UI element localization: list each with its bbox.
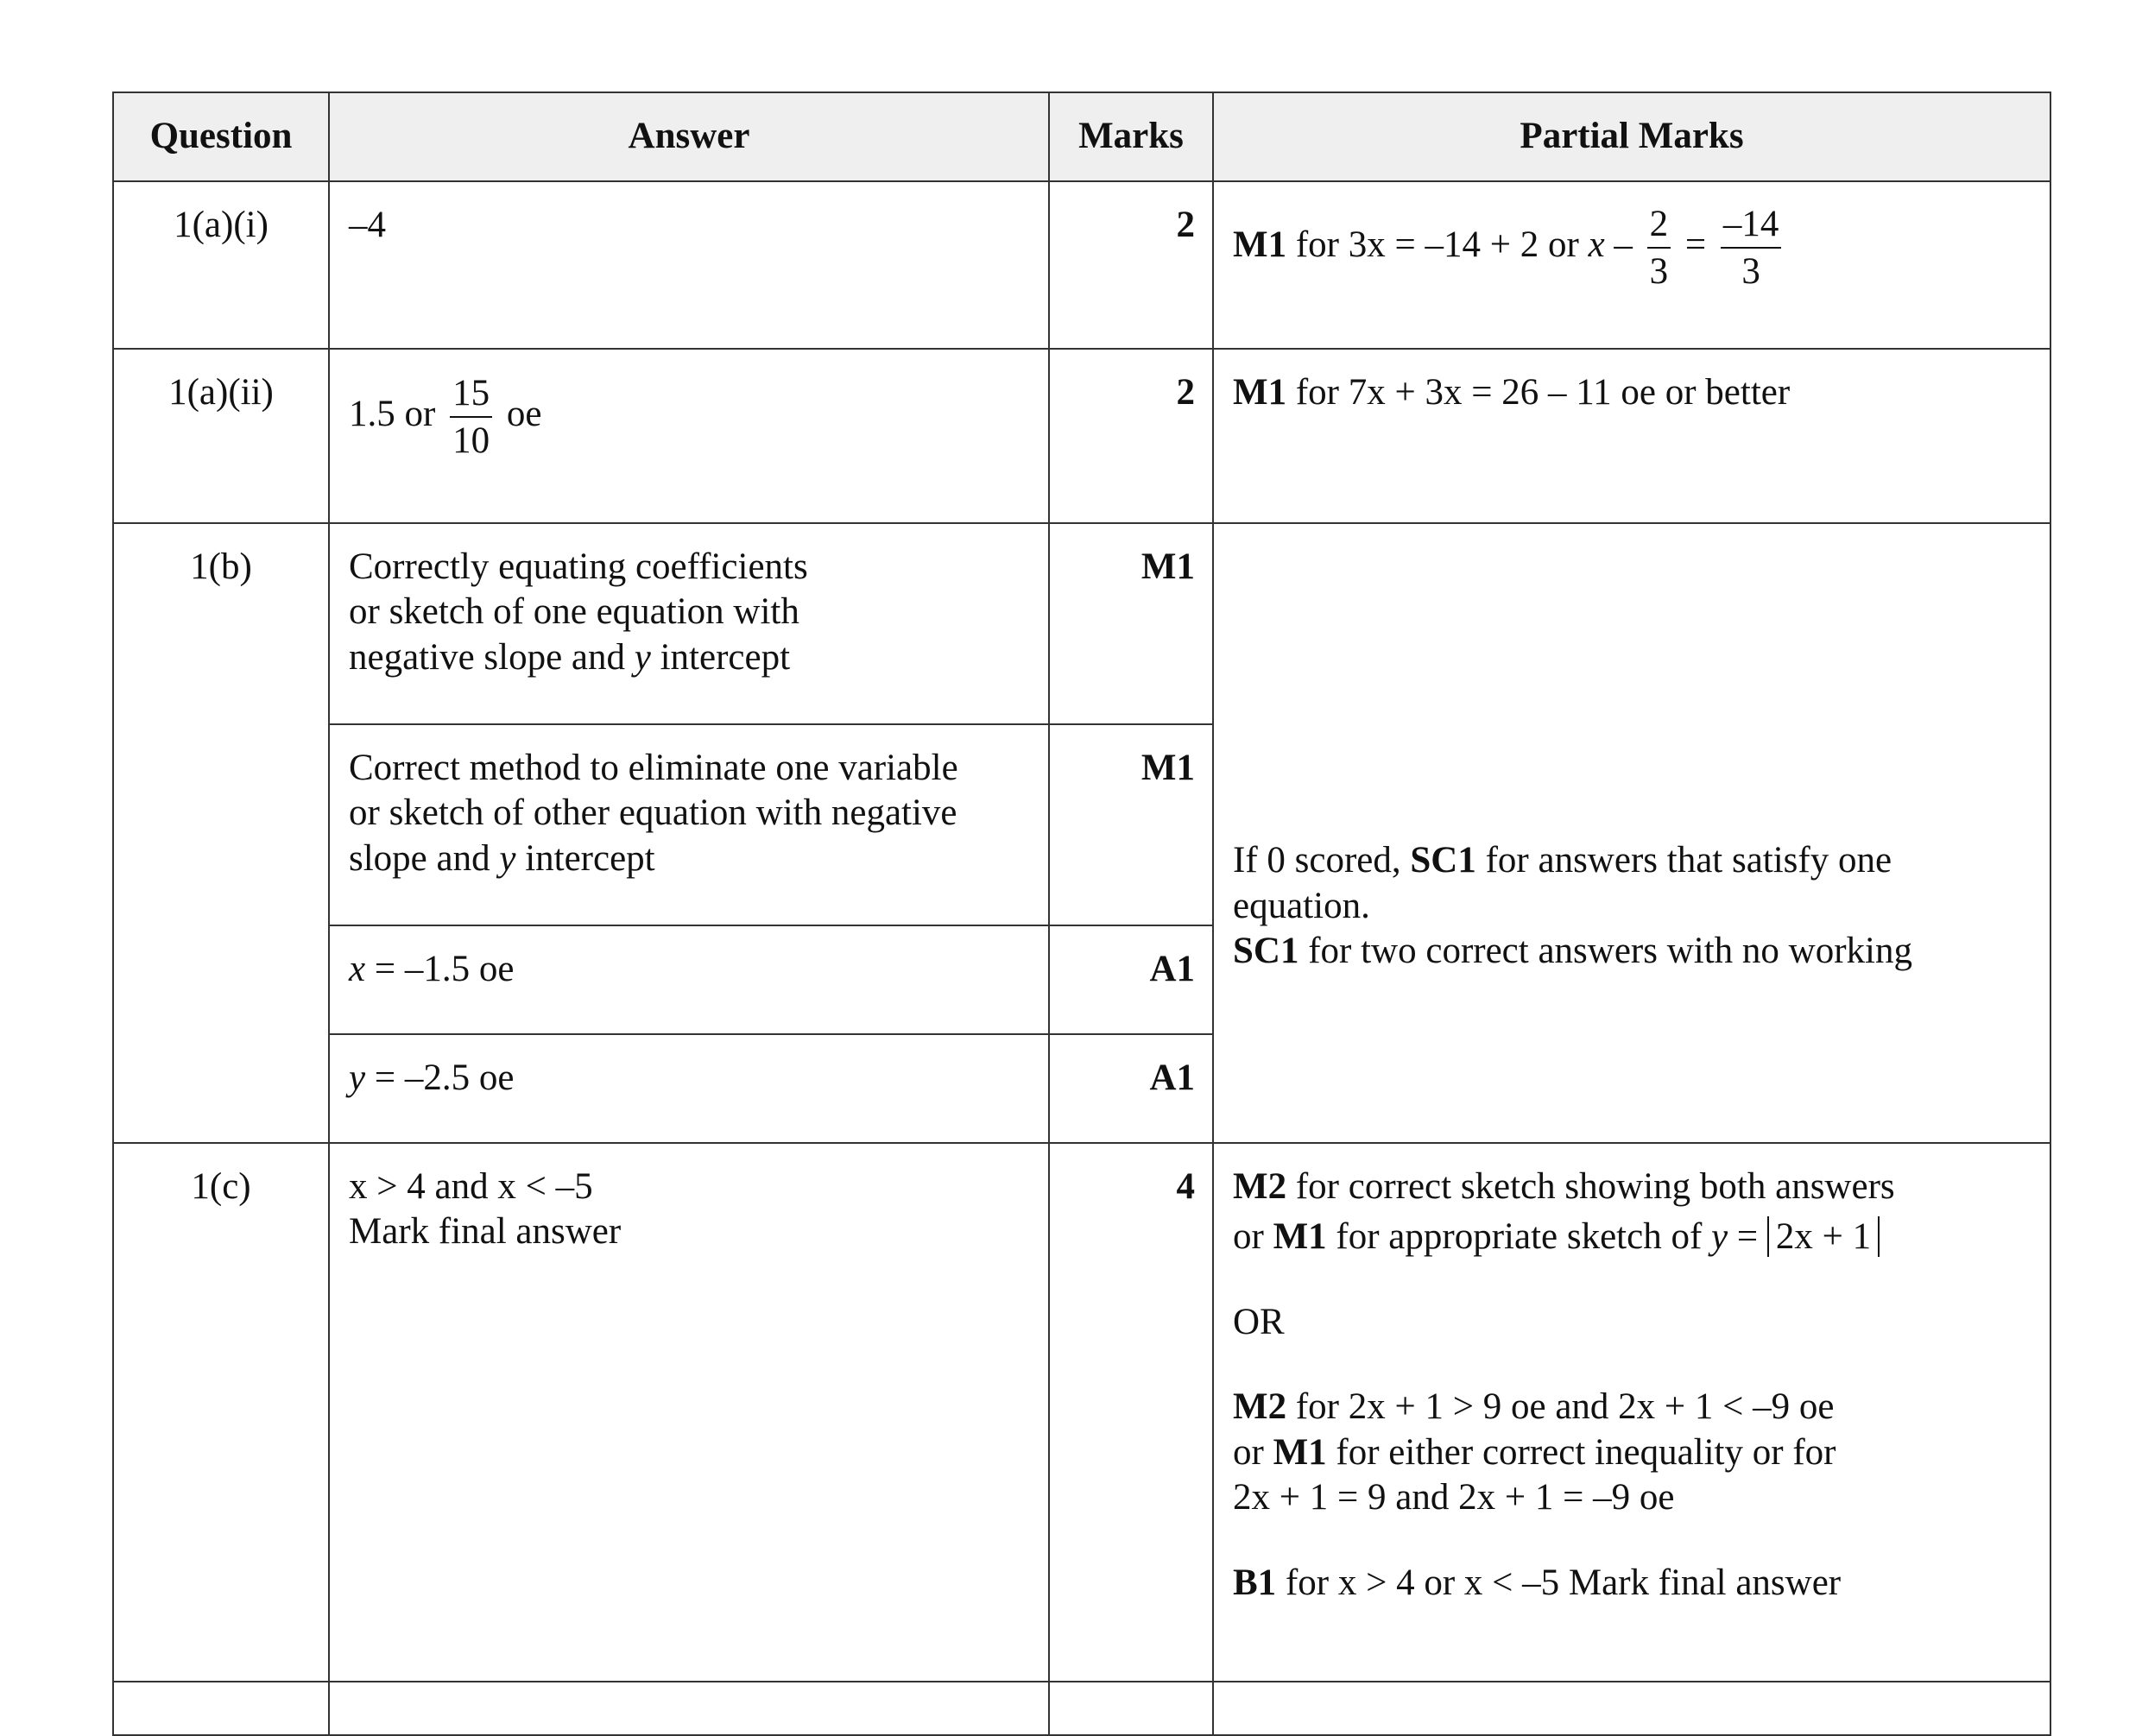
partial-text: for x > 4 or x < –5 Mark final answer	[1276, 1562, 1842, 1603]
partial-text: for answers that satisfy one	[1475, 840, 1892, 881]
spacer	[1233, 1345, 2032, 1385]
mark-code: SC1	[1410, 840, 1476, 881]
question-cell: 1(a)(i)	[113, 181, 329, 349]
partial-marks-cell	[1213, 349, 2050, 523]
partial-text: for 3x = –14 + 2 or	[1286, 224, 1589, 266]
operator: –	[1604, 224, 1642, 266]
spacer	[1233, 1521, 2032, 1561]
question-cell: 1(b)	[113, 523, 329, 1143]
answer-line: Correct method to eliminate one variable	[349, 748, 958, 788]
partial-line: OR	[1233, 1301, 1285, 1342]
spacer	[1233, 1260, 2032, 1300]
variable: y	[499, 837, 516, 879]
operator: =	[1676, 224, 1715, 266]
table-row-1c	[113, 1143, 2050, 1682]
variable: y	[1711, 1216, 1728, 1258]
partial-line	[1233, 1385, 2032, 1430]
answer-cell: –4	[329, 181, 1049, 349]
partial-line: 2x + 1 = 9 and 2x + 1 = –9 oe	[1233, 1477, 1675, 1518]
table-row-continued	[113, 1682, 2050, 1735]
fraction-numerator: –14	[1721, 205, 1782, 249]
mark-code: M2	[1233, 1386, 1287, 1428]
question-cell	[113, 1682, 329, 1735]
answer-line: or sketch of other equation with negative	[349, 792, 957, 834]
header-partial-marks: Partial Marks	[1213, 92, 2050, 181]
answer-text: = –1.5 oe	[365, 949, 515, 989]
answer-text: intercept	[515, 837, 655, 879]
answer-line	[349, 635, 1031, 680]
marks-cell: A1	[1049, 1034, 1213, 1143]
mark-scheme-table	[112, 92, 2051, 1736]
answer-cell	[329, 523, 1049, 724]
partial-line	[1233, 1165, 2032, 1209]
mark-scheme-page	[112, 92, 2050, 1603]
mark-code: M2	[1233, 1166, 1287, 1207]
partial-text: or	[1233, 1431, 1273, 1473]
answer-text: slope and	[349, 837, 500, 879]
answer-cell	[329, 1143, 1049, 1682]
operator: =	[1728, 1216, 1767, 1258]
fraction-denominator: 3	[1649, 251, 1669, 293]
partial-line: equation.	[1233, 885, 1370, 926]
mark-code: SC1	[1233, 931, 1299, 972]
answer-cell	[329, 925, 1049, 1034]
partial-marks-cell	[1213, 523, 2050, 1143]
mark-code: B1	[1233, 1562, 1277, 1603]
header-row	[113, 92, 2050, 181]
fraction-denominator: 10	[452, 420, 490, 462]
table-row-1ai	[113, 181, 2050, 349]
variable: y	[349, 1057, 366, 1098]
question-cell: 1(c)	[113, 1143, 329, 1682]
fraction	[450, 374, 492, 460]
answer-line	[349, 836, 1031, 881]
answer-text: intercept	[650, 636, 791, 678]
variable: x	[349, 949, 366, 989]
variable: y	[634, 636, 651, 678]
answer-text: oe	[497, 394, 542, 435]
partial-line	[1233, 929, 2032, 974]
partial-text: for 2x + 1 > 9 oe and 2x + 1 < –9 oe	[1286, 1386, 1835, 1428]
partial-text: for either correct inequality or for	[1326, 1431, 1836, 1473]
answer-cell	[329, 724, 1049, 925]
marks-cell: A1	[1049, 925, 1213, 1034]
marks-cell	[1049, 1682, 1213, 1735]
mark-code: M1	[1273, 1216, 1327, 1258]
partial-text: for appropriate sketch of	[1326, 1216, 1712, 1258]
partial-marks-cell	[1213, 1682, 2050, 1735]
marks-cell: M1	[1049, 523, 1213, 724]
marks-cell: 2	[1049, 181, 1213, 349]
partial-line	[1233, 1430, 2032, 1475]
partial-text: for two correct answers with no working	[1298, 931, 1912, 972]
marks-cell: M1	[1049, 724, 1213, 925]
partial-marks-cell	[1213, 1143, 2050, 1682]
variable: x	[1588, 224, 1605, 266]
header-answer: Answer	[329, 92, 1049, 181]
answer-text: negative slope and	[349, 636, 635, 678]
fraction	[1721, 205, 1782, 291]
fraction-numerator: 15	[450, 374, 492, 418]
partial-line	[1233, 838, 2032, 883]
fraction-numerator: 2	[1647, 205, 1671, 249]
partial-text: If 0 scored,	[1233, 840, 1411, 881]
answer-line: Correctly equating coefficients	[349, 546, 808, 587]
answer-cell	[329, 349, 1049, 523]
marks-cell: 2	[1049, 349, 1213, 523]
mark-code: M1	[1273, 1431, 1327, 1473]
header-question: Question	[113, 92, 329, 181]
partial-line	[1233, 1215, 2032, 1259]
partial-text: or	[1233, 1216, 1273, 1258]
header-marks: Marks	[1049, 92, 1213, 181]
mark-code: M1	[1233, 224, 1287, 266]
partial-line	[1233, 1561, 2032, 1606]
answer-text: 1.5 or	[349, 394, 445, 435]
answer-text: = –2.5 oe	[365, 1057, 515, 1098]
answer-line: x > 4 and x < –5	[349, 1166, 593, 1207]
answer-line: Mark final answer	[349, 1211, 622, 1253]
table-row-1aii	[113, 349, 2050, 523]
mark-code: M1	[1233, 372, 1287, 413]
partial-text: for correct sketch showing both answers	[1286, 1166, 1895, 1207]
question-cell: 1(a)(ii)	[113, 349, 329, 523]
answer-cell	[329, 1682, 1049, 1735]
fraction	[1647, 205, 1671, 291]
partial-marks-cell	[1213, 181, 2050, 349]
answer-line: or sketch of one equation with	[349, 591, 799, 633]
fraction-denominator: 3	[1741, 251, 1760, 293]
table-row-1b-1	[113, 523, 2050, 724]
partial-text: for 7x + 3x = 26 – 11 oe or better	[1286, 372, 1791, 413]
absolute-value: 2x + 1	[1767, 1216, 1880, 1257]
marks-cell: 4	[1049, 1143, 1213, 1682]
answer-cell	[329, 1034, 1049, 1143]
